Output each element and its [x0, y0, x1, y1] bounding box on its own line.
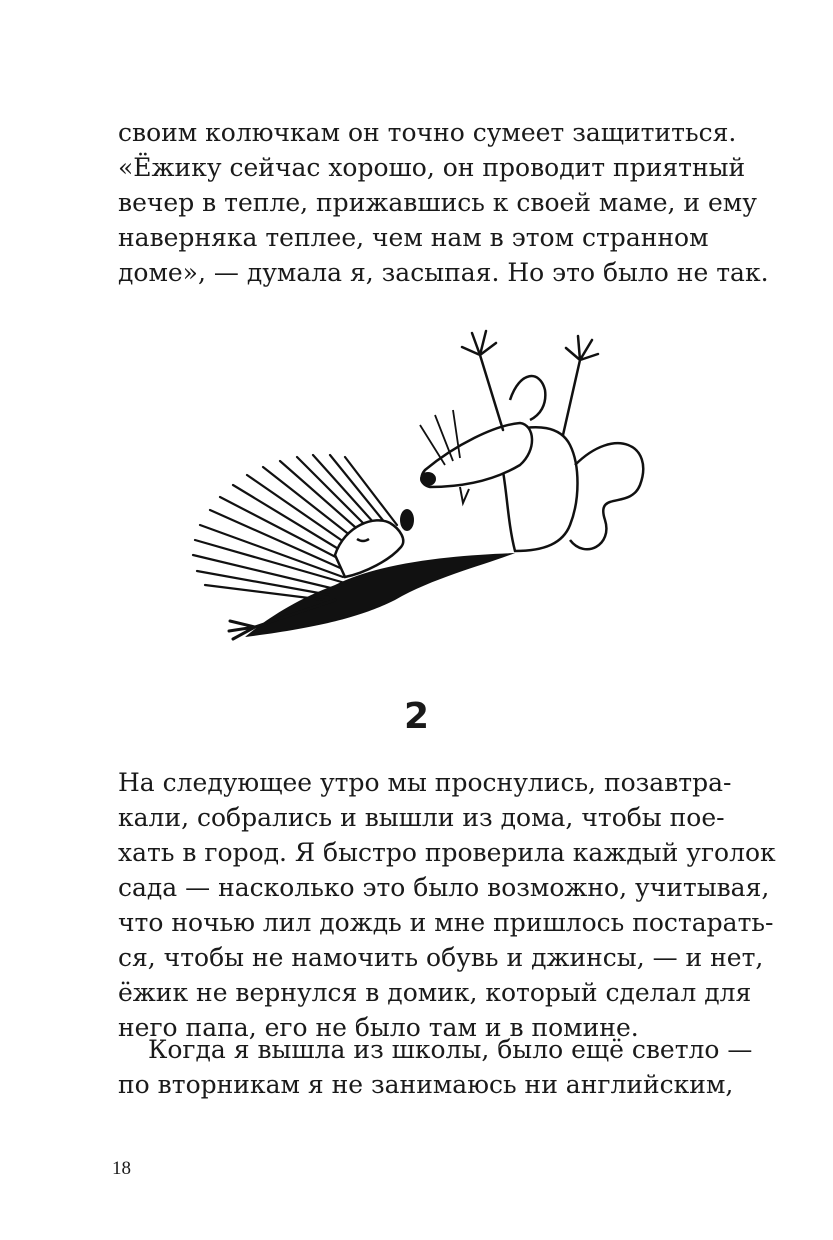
page-number: 18: [112, 1158, 131, 1179]
paragraph-3: [118, 1032, 753, 1102]
rat-tail: [570, 443, 643, 549]
paragraph-1: [118, 115, 769, 290]
text-line: «Ёжику сейчас хорошо, он проводит приятный: [118, 153, 746, 182]
text-line: Когда я вышла из школы, было ещё светло —: [148, 1035, 753, 1064]
text-line: кали, собрались и вышли из дома, чтобы пое-: [118, 803, 725, 832]
text-line: сада — насколько это было возможно, учитывая,: [118, 873, 770, 902]
rat-teeth: [460, 487, 469, 503]
text-line: по вторникам я не занимаюсь ни английским,: [118, 1070, 734, 1099]
text-line: ся, чтобы не намочить обувь и джинсы, — и нет,: [118, 943, 764, 972]
text-line: На следующее утро мы проснулись, позавтра-: [118, 768, 732, 797]
rat-nose: [420, 472, 436, 486]
text-line: что ночью лил дождь и мне пришлось постарать-: [118, 908, 774, 937]
text-line: наверняка теплее, чем нам в этом странном: [118, 223, 709, 252]
text-line: вечер в тепле, прижавшись к своей маме, и ему: [118, 188, 757, 217]
paragraph-2: [118, 765, 776, 1045]
hedgehog-and-rat-illustration: [185, 315, 655, 655]
text-line: него папа, его не было там и в помине.: [118, 1013, 639, 1042]
text-line: хать в город. Я быстро проверила каждый уголок: [118, 838, 776, 867]
text-line: доме», — думала я, засыпая. Но это было не так.: [118, 258, 769, 287]
rat-ear: [510, 376, 545, 420]
hedgehog-nose: [400, 509, 414, 531]
text-line: ёжик не вернулся в домик, который сделал для: [118, 978, 752, 1007]
rat-right-arm: [563, 336, 598, 435]
text-line: своим колючкам он точно сумеет защититься.: [118, 118, 737, 147]
rat-left-arm: [462, 331, 503, 430]
chapter-number: 2: [403, 696, 430, 737]
